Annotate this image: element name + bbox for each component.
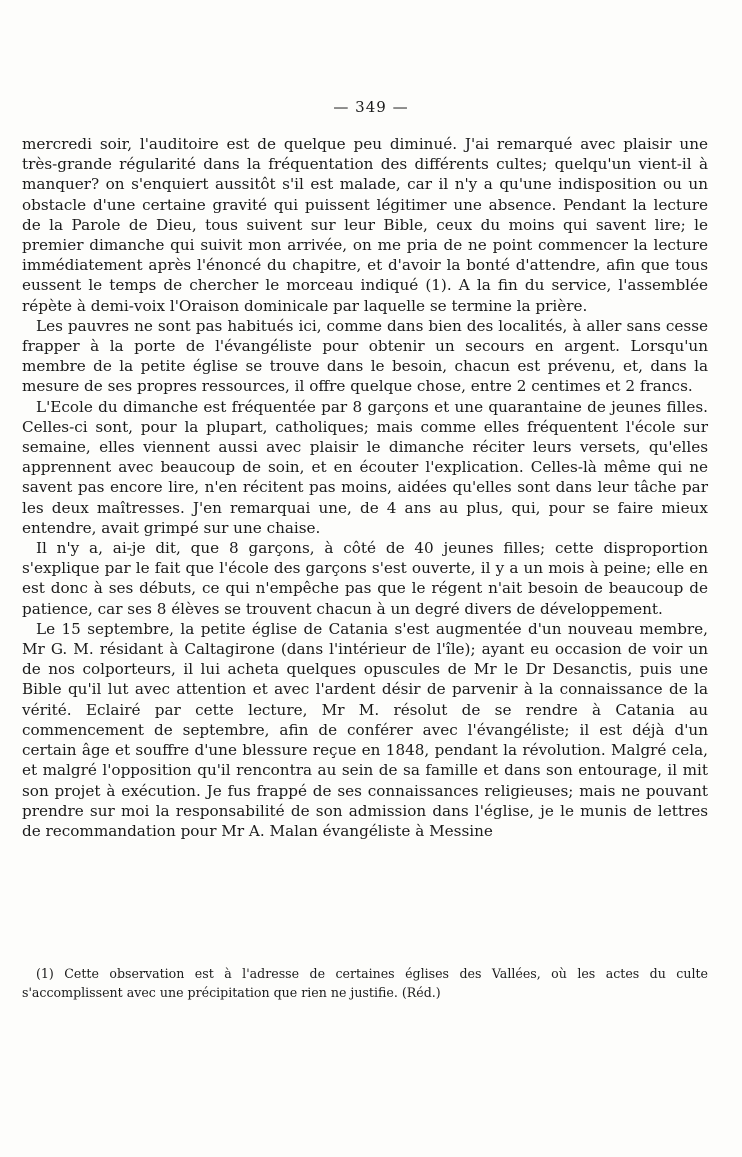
page-number: — 349 — [333, 98, 409, 116]
paragraph-1: mercredi soir, l'auditoire est de quelque peu diminué. J'ai remarqué avec plaisir une très-grande régularité dans la fréquentation des différents cultes; quelqu'un vient-il à manquer? on s'enquiert aussitôt s'il est malade, car il n'y a qu'une indisposition ou un obstacle d'une certaine gravité qui puissent légitimer une absence. Pendant la lecture de la Parole de Dieu, tous suivent sur leur Bible, ceux du moins qui savent lire; le premier dimanche qui suivit mon arrivée, on me pria de ne point commencer la lecture immédiatement après l'énoncé du chapitre, et d'avoir la bonté d'attendre, afin que tous eussent le temps de chercher le morceau indiqué (1). A la fin du service, l'assemblée répète à demi-voix l'Oraison dominicale par laquelle se termine la prière. [22, 135, 708, 315]
paragraph-5: Le 15 septembre, la petite église de Catania s'est augmentée d'un nouveau membre, Mr G. M. résidant à Caltagirone (dans l'intérieur de l'île); ayant eu occasion de voir un de nos colporteurs, il lui acheta quelques opuscules de Mr le Dr Desanctis, puis une Bible qu'il lut avec attention et avec l'ardent désir de parvenir à la connaissance de la vérité. Eclairé par cette lecture, Mr M. résolut de se rendre à Catania au commencement de septembre, afin de conférer avec l'évangéliste; il est déjà d'un certain âge et souffre d'une blessure reçue en 1848, pendant la révolution. Malgré cela, et malgré l'opposition qu'il rencontra au sein de sa famille et dans son entourage, il mit son projet à exécution. Je fus frappé de ses connaissances religieuses; mais ne pouvant prendre sur moi la responsabilité de son admission dans l'église, je le munis de lettres de recommandation pour Mr A. Malan évangéliste à Messine [22, 619, 708, 840]
footnotes [22, 964, 708, 1002]
footnote-1: (1) Cette observation est à l'adresse de certaines églises des Vallées, où les actes du culte s'accomplissent avec une précipitation que rien ne justifie. (Réd.) [22, 966, 708, 1000]
body-text [22, 134, 708, 841]
paragraph-2: Les pauvres ne sont pas habitués ici, comme dans bien des localités, à aller sans cesse frapper à la porte de l'évangéliste pour obtenir un secours en argent. Lorsqu'un membre de la petite église se trouve dans le besoin, chacun est prévenu, et, dans la mesure de ses propres ressources, il offre quelque chose, entre 2 centimes et 2 francs. [22, 316, 708, 396]
paragraph-3: L'Ecole du dimanche est fréquentée par 8 garçons et une quarantaine de jeunes filles. Celles-ci sont, pour la plupart, catholiques; mais comme elles fréquentent l'école sur semaine, elles viennent aussi avec plaisir le dimanche réciter leurs versets, qu'elles apprennent avec beaucoup de soin, et en écouter l'explication. Celles-là même qui ne savent pas encore lire, n'en récitent pas moins, aidées qu'elles sont dans leur tâche par les deux maîtresses. J'en remarquai une, de 4 ans au plus, qui, pour se faire mieux entendre, avait grimpé sur une chaise. [22, 397, 708, 537]
paragraph-4: Il n'y a, ai-je dit, que 8 garçons, à côté de 40 jeunes filles; cette disproportion s'explique par le fait que l'école des garçons s'est ouverte, il y a un mois à peine; elle en est donc à ses débuts, ce qui n'empêche pas que le régent n'ait besoin de beaucoup de patience, car ses 8 élèves se trouvent chacun à un degré divers de développement. [22, 539, 708, 618]
